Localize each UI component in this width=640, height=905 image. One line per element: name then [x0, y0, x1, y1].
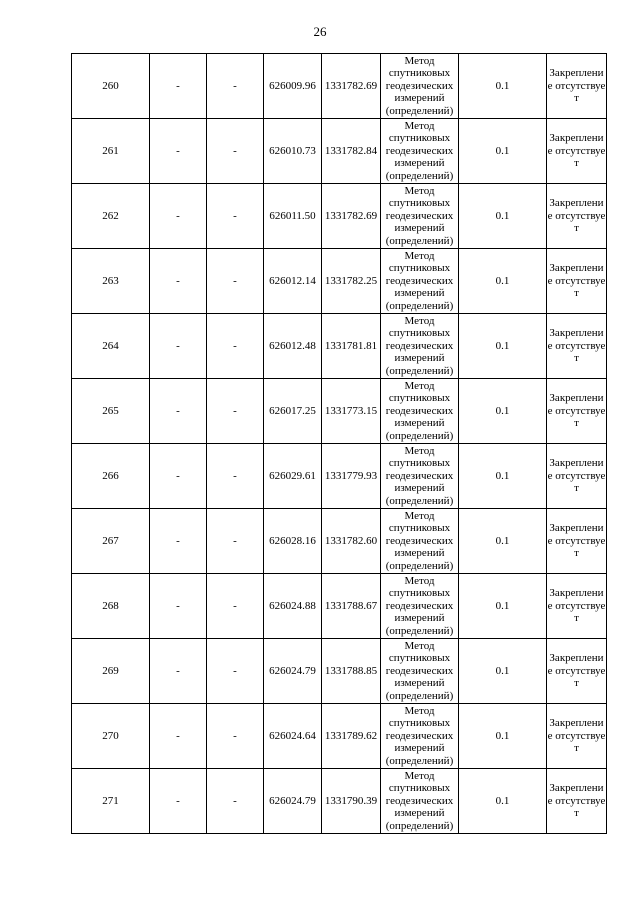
- table-row: [72, 444, 607, 509]
- old-x-cell: -: [150, 54, 207, 119]
- old-x-cell: -: [150, 639, 207, 704]
- x-coordinate-cell: 626024.64: [264, 704, 322, 769]
- y-coordinate-cell: 1331789.62: [322, 704, 381, 769]
- y-coordinate-cell: 1331782.69: [322, 184, 381, 249]
- old-x-cell: -: [150, 314, 207, 379]
- point-number-cell: 265: [72, 379, 150, 444]
- old-x-cell: -: [150, 704, 207, 769]
- table-row: [72, 379, 607, 444]
- table-row: [72, 769, 607, 834]
- fixation-cell: Закрепление отсутствует: [547, 379, 607, 444]
- accuracy-cell: 0.1: [459, 184, 547, 249]
- point-number-cell: 270: [72, 704, 150, 769]
- table-body: [72, 54, 607, 834]
- y-coordinate-cell: 1331773.15: [322, 379, 381, 444]
- accuracy-cell: 0.1: [459, 314, 547, 379]
- fixation-cell: Закрепление отсутствует: [547, 639, 607, 704]
- old-y-cell: -: [207, 704, 264, 769]
- x-coordinate-cell: 626012.14: [264, 249, 322, 314]
- point-number-cell: 267: [72, 509, 150, 574]
- method-cell: Метод спутниковых геодезических измерений (определений): [381, 54, 459, 119]
- fixation-cell: Закрепление отсутствует: [547, 574, 607, 639]
- accuracy-cell: 0.1: [459, 769, 547, 834]
- point-number-cell: 262: [72, 184, 150, 249]
- x-coordinate-cell: 626024.88: [264, 574, 322, 639]
- table-row: [72, 54, 607, 119]
- method-cell: Метод спутниковых геодезических измерений (определений): [381, 704, 459, 769]
- fixation-cell: Закрепление отсутствует: [547, 249, 607, 314]
- old-x-cell: -: [150, 509, 207, 574]
- fixation-cell: Закрепление отсутствует: [547, 184, 607, 249]
- x-coordinate-cell: 626009.96: [264, 54, 322, 119]
- accuracy-cell: 0.1: [459, 119, 547, 184]
- y-coordinate-cell: 1331782.84: [322, 119, 381, 184]
- point-number-cell: 264: [72, 314, 150, 379]
- accuracy-cell: 0.1: [459, 639, 547, 704]
- x-coordinate-cell: 626011.50: [264, 184, 322, 249]
- accuracy-cell: 0.1: [459, 574, 547, 639]
- y-coordinate-cell: 1331788.67: [322, 574, 381, 639]
- page-number: 26: [313, 24, 327, 39]
- old-x-cell: -: [150, 184, 207, 249]
- fixation-cell: Закрепление отсутствует: [547, 119, 607, 184]
- method-cell: Метод спутниковых геодезических измерений (определений): [381, 444, 459, 509]
- fixation-cell: Закрепление отсутствует: [547, 314, 607, 379]
- table-row: [72, 509, 607, 574]
- y-coordinate-cell: 1331788.85: [322, 639, 381, 704]
- old-y-cell: -: [207, 249, 264, 314]
- old-y-cell: -: [207, 184, 264, 249]
- old-y-cell: -: [207, 119, 264, 184]
- old-x-cell: -: [150, 574, 207, 639]
- point-number-cell: 261: [72, 119, 150, 184]
- fixation-cell: Закрепление отсутствует: [547, 54, 607, 119]
- old-y-cell: -: [207, 509, 264, 574]
- old-x-cell: -: [150, 444, 207, 509]
- y-coordinate-cell: 1331790.39: [322, 769, 381, 834]
- old-x-cell: -: [150, 119, 207, 184]
- old-y-cell: -: [207, 639, 264, 704]
- table-row: [72, 119, 607, 184]
- accuracy-cell: 0.1: [459, 509, 547, 574]
- old-x-cell: -: [150, 769, 207, 834]
- point-number-cell: 263: [72, 249, 150, 314]
- method-cell: Метод спутниковых геодезических измерений (определений): [381, 314, 459, 379]
- x-coordinate-cell: 626012.48: [264, 314, 322, 379]
- coordinates-table: [71, 53, 607, 834]
- old-x-cell: -: [150, 249, 207, 314]
- method-cell: Метод спутниковых геодезических измерений (определений): [381, 379, 459, 444]
- method-cell: Метод спутниковых геодезических измерений (определений): [381, 509, 459, 574]
- y-coordinate-cell: 1331782.25: [322, 249, 381, 314]
- old-y-cell: -: [207, 54, 264, 119]
- fixation-cell: Закрепление отсутствует: [547, 769, 607, 834]
- fixation-cell: Закрепление отсутствует: [547, 704, 607, 769]
- y-coordinate-cell: 1331782.69: [322, 54, 381, 119]
- y-coordinate-cell: 1331781.81: [322, 314, 381, 379]
- old-y-cell: -: [207, 379, 264, 444]
- y-coordinate-cell: 1331779.93: [322, 444, 381, 509]
- point-number-cell: 271: [72, 769, 150, 834]
- accuracy-cell: 0.1: [459, 444, 547, 509]
- method-cell: Метод спутниковых геодезических измерений (определений): [381, 119, 459, 184]
- old-y-cell: -: [207, 314, 264, 379]
- accuracy-cell: 0.1: [459, 249, 547, 314]
- x-coordinate-cell: 626017.25: [264, 379, 322, 444]
- table-row: [72, 249, 607, 314]
- method-cell: Метод спутниковых геодезических измерений (определений): [381, 769, 459, 834]
- old-y-cell: -: [207, 769, 264, 834]
- point-number-cell: 260: [72, 54, 150, 119]
- accuracy-cell: 0.1: [459, 704, 547, 769]
- x-coordinate-cell: 626029.61: [264, 444, 322, 509]
- x-coordinate-cell: 626010.73: [264, 119, 322, 184]
- point-number-cell: 266: [72, 444, 150, 509]
- method-cell: Метод спутниковых геодезических измерений (определений): [381, 574, 459, 639]
- accuracy-cell: 0.1: [459, 379, 547, 444]
- x-coordinate-cell: 626024.79: [264, 639, 322, 704]
- table-row: [72, 704, 607, 769]
- old-x-cell: -: [150, 379, 207, 444]
- table-row: [72, 639, 607, 704]
- old-y-cell: -: [207, 574, 264, 639]
- fixation-cell: Закрепление отсутствует: [547, 444, 607, 509]
- table-row: [72, 574, 607, 639]
- method-cell: Метод спутниковых геодезических измерений (определений): [381, 184, 459, 249]
- method-cell: Метод спутниковых геодезических измерений (определений): [381, 249, 459, 314]
- point-number-cell: 268: [72, 574, 150, 639]
- accuracy-cell: 0.1: [459, 54, 547, 119]
- y-coordinate-cell: 1331782.60: [322, 509, 381, 574]
- method-cell: Метод спутниковых геодезических измерений (определений): [381, 639, 459, 704]
- table-row: [72, 314, 607, 379]
- old-y-cell: -: [207, 444, 264, 509]
- point-number-cell: 269: [72, 639, 150, 704]
- table-row: [72, 184, 607, 249]
- x-coordinate-cell: 626028.16: [264, 509, 322, 574]
- x-coordinate-cell: 626024.79: [264, 769, 322, 834]
- fixation-cell: Закрепление отсутствует: [547, 509, 607, 574]
